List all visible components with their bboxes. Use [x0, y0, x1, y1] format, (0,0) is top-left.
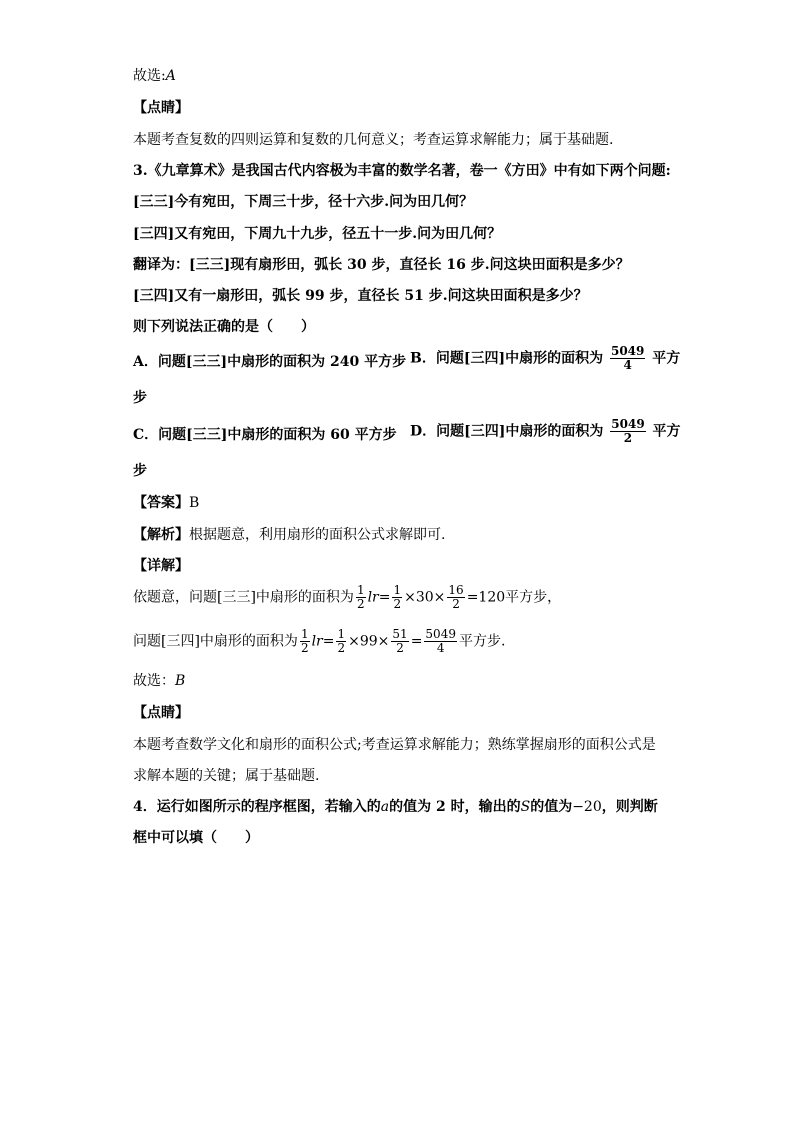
translation-34: [三四]又有一扇形田，弧长 99 步，直径长 51 步.问这块田面积是多少？	[133, 288, 588, 304]
option-b-wrap: 步	[133, 390, 147, 406]
answer-line: 故选：B	[133, 673, 186, 689]
note-text-line-2: 求解本题的关键；属于基础题.	[133, 768, 320, 784]
note-text-prev: 本题考查复数的四则运算和复数的几何意义；考查运算求解能力；属于基础题.	[133, 132, 614, 148]
problem-34-original: [三四]又有宛田，下周九十九步，径五十一步.问为田几何？	[133, 226, 502, 242]
frac-half: $\frac{1}{2}$	[356, 583, 365, 611]
problem-33-original: [三三]今有宛田，下周三十步，径十六步.问为田几何？	[133, 194, 474, 210]
analysis-row	[133, 526, 445, 544]
option-d-unit: 平方	[652, 423, 681, 440]
translation-33: 翻译为：[三三]现有扇形田，弧长 30 步，直径长 16 步.问这块田面积是多少？	[133, 257, 630, 273]
answer-line-prev	[133, 67, 176, 85]
answer-row	[133, 494, 199, 512]
answer-value: B	[189, 495, 200, 511]
question-4-line-2: 框中可以填（ ）	[133, 830, 259, 846]
option-c: C．问题[三三]中扇形的面积为 60 平方步	[133, 427, 397, 443]
option-d-wrap: 步	[133, 463, 147, 479]
var-a: a	[380, 799, 390, 815]
detail-label: 【详解】	[133, 558, 189, 574]
option-a: A．问题[三三]中扇形的面积为 240 平方步	[133, 354, 407, 370]
option-d-text: D．问题[三四]中扇形的面积为	[410, 423, 604, 440]
option-b-text: B．问题[三四]中扇形的面积为	[410, 350, 604, 367]
question-3-stem: 3.《九章算术》是我国古代内容极为丰富的数学名著，卷一《方田》中有如下两个问题:	[133, 163, 671, 179]
note-text-line-1: 本题考查数学文化和扇形的面积公式;考查运算求解能力；熟练掌握扇形的面积公式是	[133, 737, 656, 753]
option-d	[410, 418, 681, 445]
note-label-prev: 【点睛】	[133, 100, 189, 116]
answer-choice: A	[165, 68, 176, 84]
note-label: 【点睛】	[133, 705, 189, 721]
analysis-label: 【解析】	[133, 527, 189, 543]
option-b	[410, 345, 680, 372]
option-b-unit: 平方	[652, 350, 681, 367]
analysis-text: 根据题意，利用扇形的面积公式求解即可.	[189, 527, 446, 543]
answer-prefix: 故选:	[133, 68, 166, 84]
output-value: −20	[572, 799, 602, 815]
option-d-fraction: $\frac{5049}{2}$	[611, 417, 645, 445]
detail-calc-33: 依题意，问题[三三]中扇形的面积为 $\frac{1}{2}$ lr= $\frac{1}{2}$ ×30× $\frac{16}{2}$ =120平方步，	[133, 583, 562, 611]
answer-choice-b: B	[175, 673, 186, 689]
question-prompt: 则下列说法正确的是（ ）	[133, 319, 315, 335]
question-4-line-1: 4．运行如图所示的程序框图，若输入的a的值为 2 时，输出的S的值为−20，则判断	[133, 799, 658, 815]
detail-calc-34: 问题[三四]中扇形的面积为 $\frac{1}{2}$ lr= $\frac{1}{2}$ ×99× $\frac{51}{2}$ = $\frac{5049}{4}$ 平方步.	[133, 627, 506, 655]
option-b-fraction: $\frac{5049}{4}$	[610, 344, 645, 372]
var-s: S	[520, 799, 531, 815]
answer-label: 【答案】	[133, 495, 189, 511]
